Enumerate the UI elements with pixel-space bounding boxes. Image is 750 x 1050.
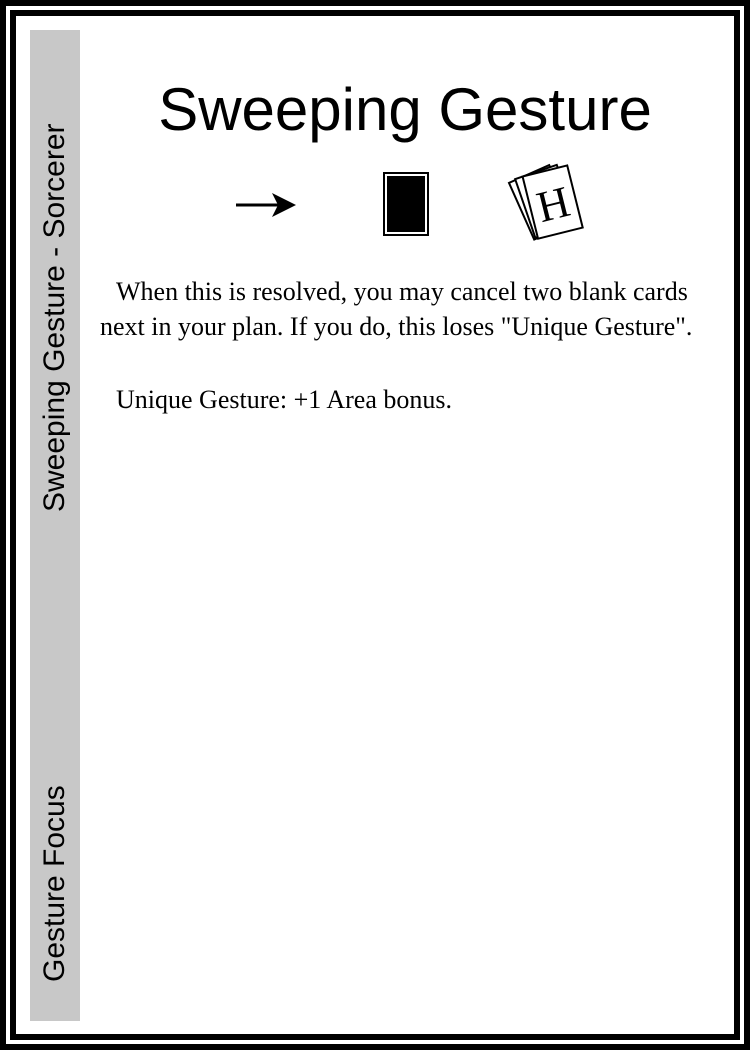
arrow-right-icon: [234, 190, 298, 220]
icon-row: [0, 0, 750, 260]
hand-letter: H: [531, 176, 575, 233]
card-title: Sweeping Gesture: [158, 76, 652, 143]
side-type-label: Gesture Focus: [38, 785, 71, 982]
hand-cards-icon: [505, 162, 587, 246]
card-back-icon: [383, 172, 429, 236]
side-title: Sweeping Gesture - Sorcerer: [38, 123, 71, 512]
rules-paragraph: When this is resolved, you may cancel two blank cards next in your plan. If you do, this loses "Unique Gesture".: [100, 277, 693, 341]
rules-paragraph: Unique Gesture: +1 Area bonus.: [116, 385, 452, 414]
rules-text: [100, 274, 710, 455]
